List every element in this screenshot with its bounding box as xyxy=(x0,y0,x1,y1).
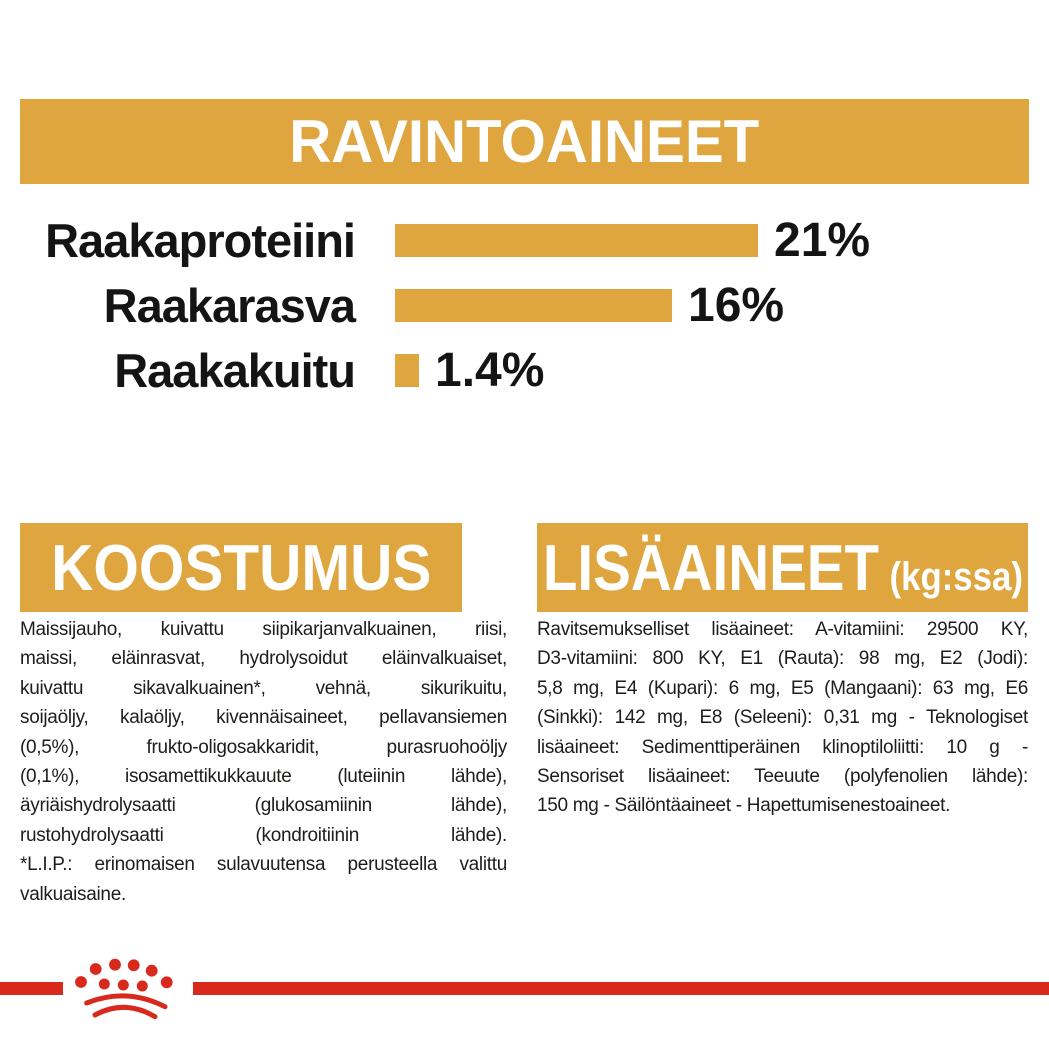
text-line: Maissijauho, kuivattu siipikarjanvalkuainen, riisi, xyxy=(20,619,507,640)
text-line: äyriäishydrolysaatti (glukosamiinin lähde), xyxy=(20,795,507,817)
chart-category-label: Raakaproteiini xyxy=(45,214,355,267)
additives-text xyxy=(537,615,1028,821)
royal-canin-crown-icon xyxy=(64,950,184,1026)
chart-category-label: Raakarasva xyxy=(103,279,355,332)
text-line: (Sinkki): 142 mg, E8 (Seleeni): 0,31 mg - Teknologiset xyxy=(537,707,1028,729)
nutrients-bar-chart xyxy=(20,208,1029,403)
text-line: rustohydrolysaatti (kondroitiinin lähde). xyxy=(20,824,507,846)
text-line: Ravitsemukselliset lisäaineet: A-vitamiini: 29500 KY, xyxy=(537,619,1028,640)
text-line: Sensoriset lisäaineet: Teeuute (polyfenolien lähde): xyxy=(537,766,1028,788)
chart-row xyxy=(20,273,1029,338)
additives-header-band xyxy=(537,523,1028,612)
chart-bar xyxy=(395,289,672,322)
nutrients-header-title: RAVINTOAINEET xyxy=(289,108,760,175)
text-line: lisäaineet: Sedimenttiperäinen klinoptiloliitti: 10 g - xyxy=(537,736,1028,758)
text-line: valkuaisaine. xyxy=(20,883,126,905)
chart-value-label: 1.4% xyxy=(435,344,545,397)
text-line: 150 mg - Säilöntäaineet - Hapettumisenestoaineet. xyxy=(537,795,951,817)
composition-text xyxy=(20,615,507,909)
text-line: (0,1%), isosamettikukkauute (luteiinin lähde), xyxy=(20,766,507,788)
chart-row xyxy=(20,338,1029,403)
text-line: (0,5%), frukto-oligosakkaridit, purasruohoöljy xyxy=(20,736,507,758)
nutrients-header-band xyxy=(20,99,1029,184)
chart-value-label: 21% xyxy=(774,214,871,267)
chart-row xyxy=(20,208,1029,273)
additives-title-unit: (kg:ssa) xyxy=(889,555,1023,599)
chart-category-label: Raakakuitu xyxy=(114,344,355,397)
composition-title: KOOSTUMUS xyxy=(50,531,432,604)
text-line: maissi, eläinrasvat, hydrolysoidut eläinvalkuaiset, xyxy=(20,648,507,670)
text-line: 5,8 mg, E4 (Kupari): 6 mg, E5 (Mangaani): 63 mg, E6 xyxy=(537,677,1028,699)
footer-rule-right xyxy=(193,982,1049,995)
additives-title-group xyxy=(542,530,1022,605)
text-line: kuivattu sikavalkuainen*, vehnä, sikurikuitu, xyxy=(20,677,507,699)
additives-title: LISÄAINEET xyxy=(542,531,879,604)
text-line: D3-vitamiini: 800 KY, E1 (Rauta): 98 mg, E2 (Jodi): xyxy=(537,648,1028,670)
chart-value-label: 16% xyxy=(688,279,785,332)
chart-bar xyxy=(395,354,419,387)
composition-header-band xyxy=(20,523,462,612)
footer-rule-left xyxy=(0,982,63,995)
text-line: *L.I.P.: erinomaisen sulavuutensa perusteella valittu xyxy=(20,854,507,876)
text-line: soijaöljy, kalaöljy, kivennäisaineet, pellavansiemen xyxy=(20,707,507,729)
chart-bar xyxy=(395,224,758,257)
